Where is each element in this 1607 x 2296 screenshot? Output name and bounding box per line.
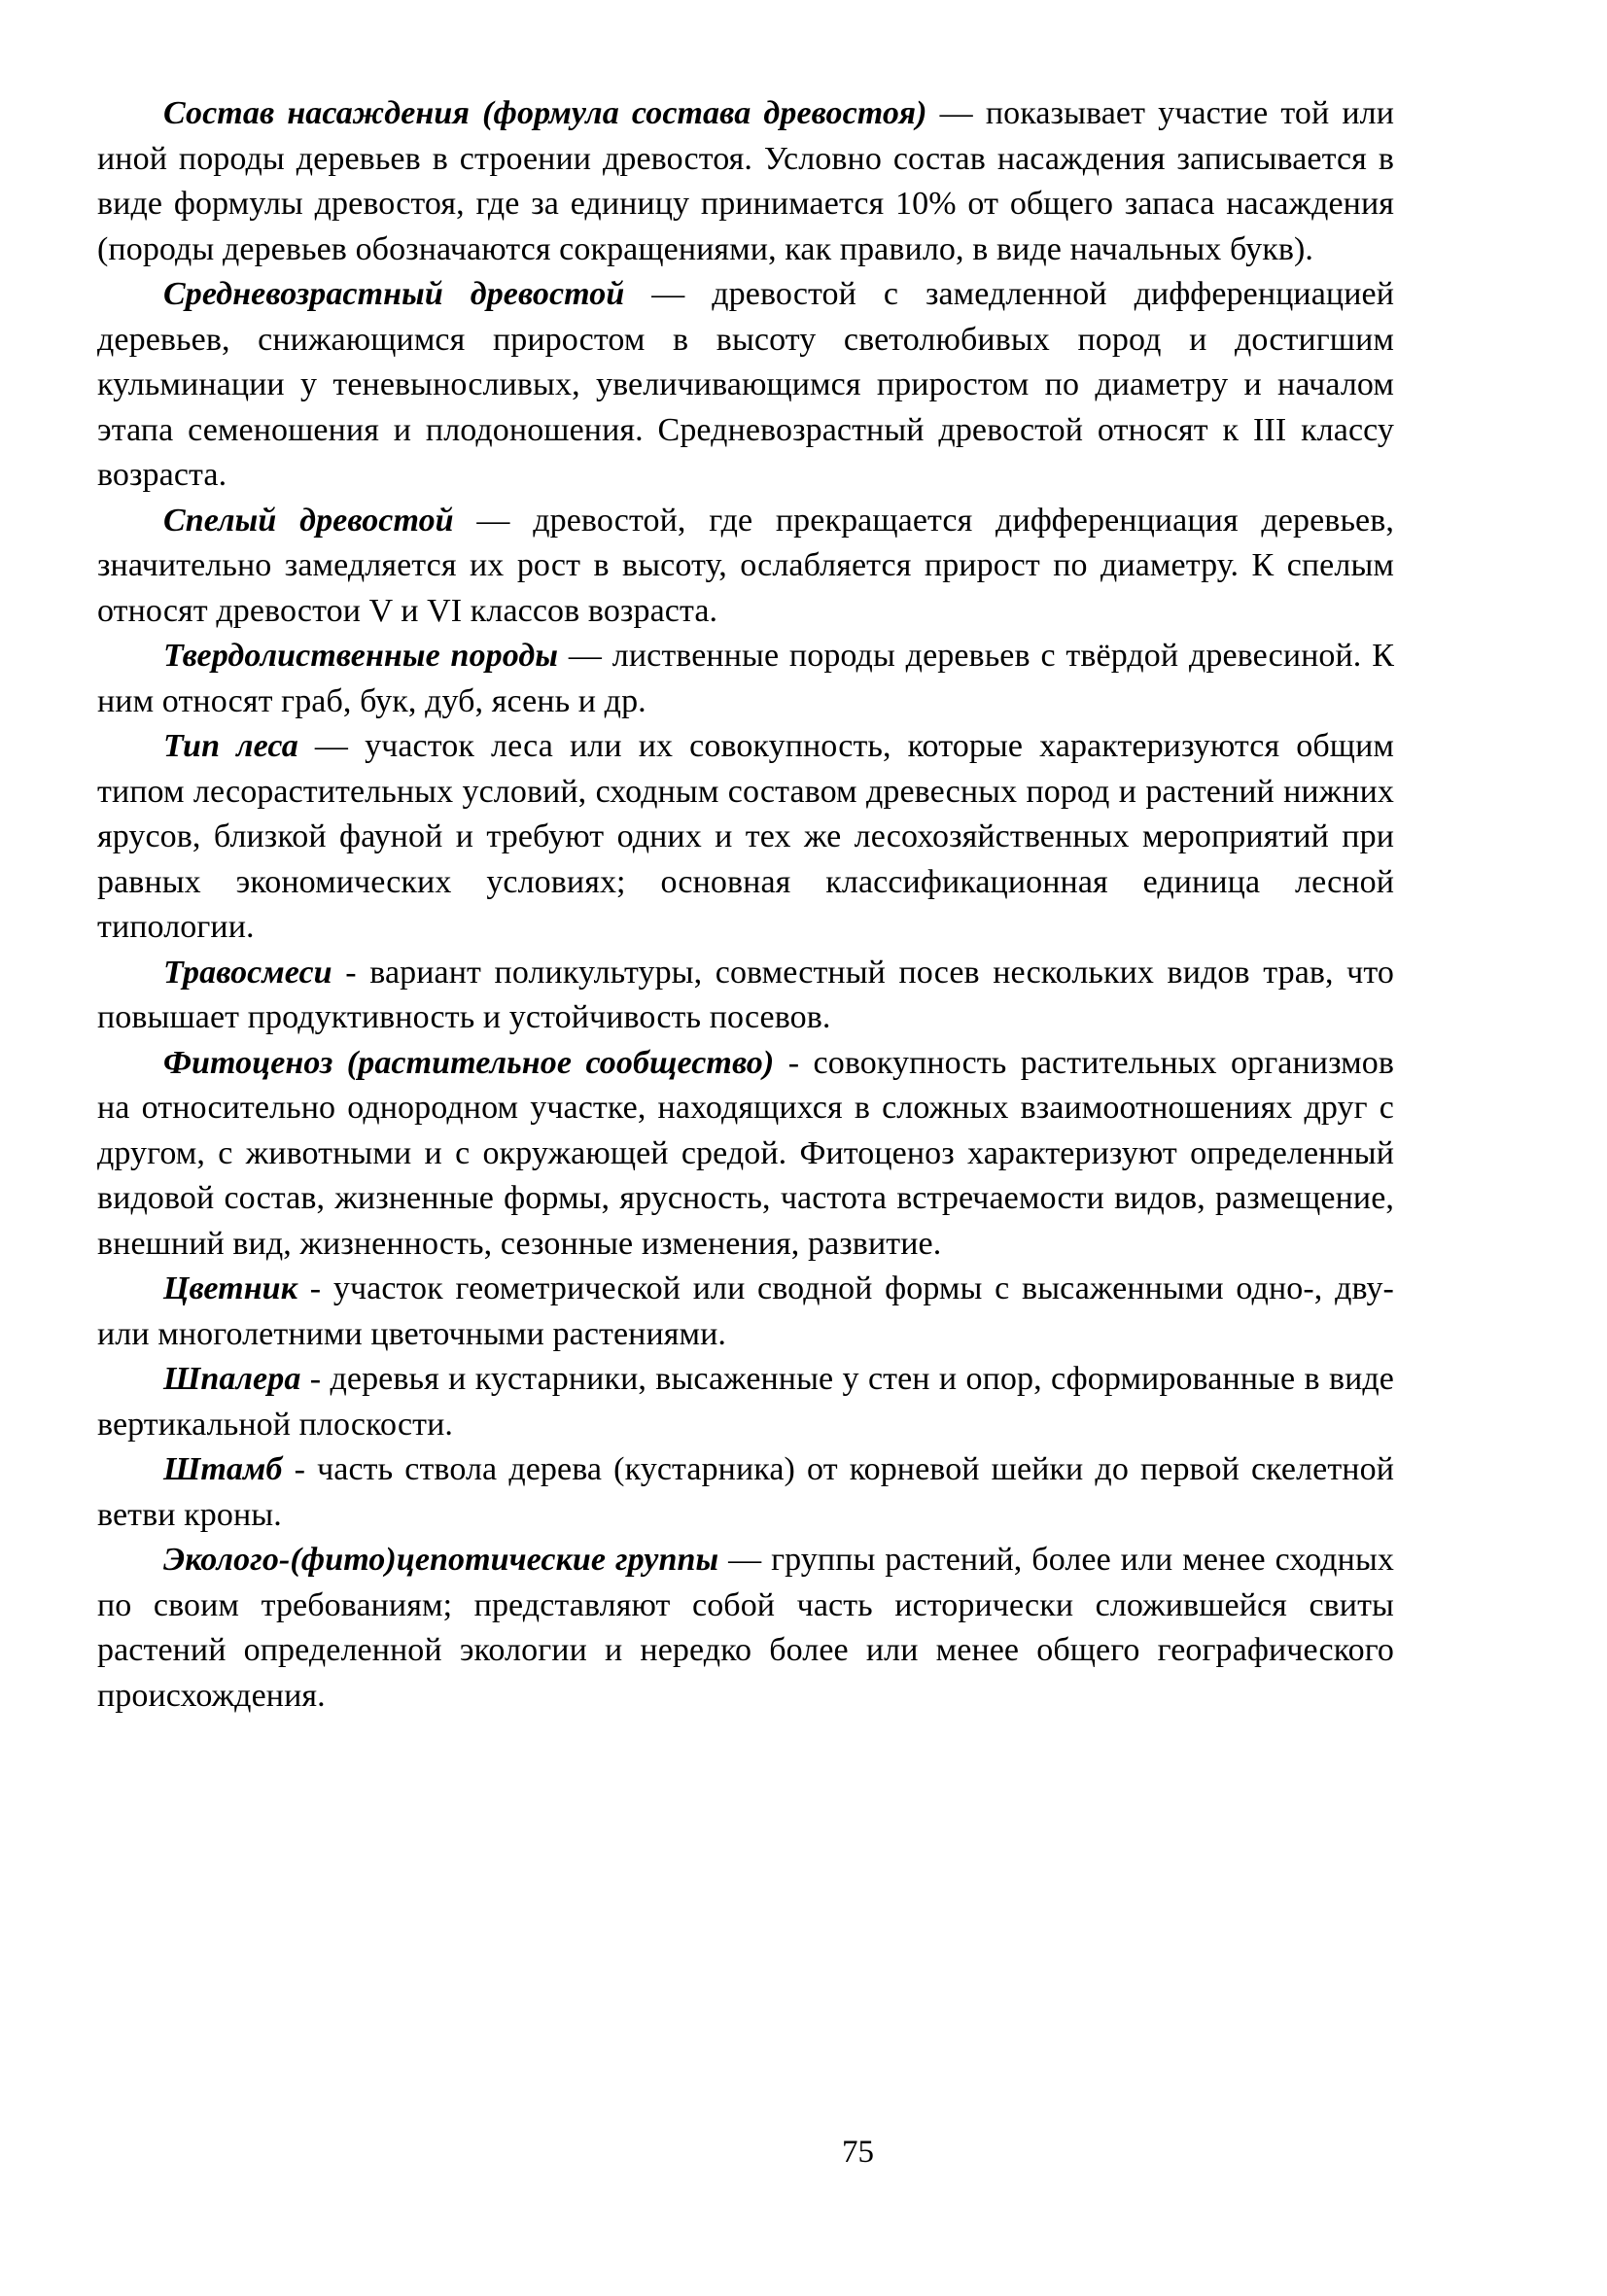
- glossary-term: Эколого-(фито)цепотические группы: [163, 1542, 719, 1578]
- glossary-entry: [97, 724, 1394, 951]
- glossary-definition: - участок геометрической или сводной формы с высаженными одно-, дву- или многолетними цветочными растениями.: [97, 1270, 1394, 1352]
- glossary-definition: — лиственные породы деревьев с твёрдой древесиной. К ним относят граб, бук, дуб, ясень и др.: [97, 638, 1394, 719]
- glossary-definition: — древостой с замедленной дифференциацией деревьев, снижающимся приростом в высоту светолюбивых пород и достигшим кульминации у теневыносливых, увеличивающимся приростом по диаметру и началом этапа семеношения и плодоношения. Средневозрастный древостой относят к III классу возраста.: [97, 276, 1394, 493]
- glossary-definition: - деревья и кустарники, высаженные у стен и опор, сформированные в виде вертикальной плоскости.: [97, 1361, 1394, 1443]
- glossary-definition: — участок леса или их совокупность, которые характеризуются общим типом лесорастительных условий, сходным составом древесных пород и растений нижних ярусов, близкой фауной и требуют одних и тех же лесохозяйственных мероприятий при равных экономических условиях; основная классификационная единица лесной типологии.: [97, 728, 1394, 945]
- glossary-definition: - вариант поликультуры, совместный посев нескольких видов трав, что повышает продуктивность и устойчивость посевов.: [97, 954, 1394, 1035]
- glossary-term: Состав насаждения (формула состава древостоя): [163, 95, 927, 131]
- glossary-term: Шпалера: [163, 1361, 301, 1397]
- glossary-entry: [97, 272, 1394, 499]
- glossary-entry: [97, 1267, 1394, 1357]
- page-number: 75: [842, 2135, 874, 2170]
- glossary-term: Твердолиственные породы: [163, 638, 559, 674]
- glossary-entry: [97, 1357, 1394, 1447]
- glossary-term: Штамб: [163, 1451, 283, 1487]
- glossary-entry: [97, 1041, 1394, 1268]
- glossary-term: Спелый древостой: [163, 502, 454, 539]
- glossary-text: [97, 91, 1394, 1719]
- glossary-entry: [97, 499, 1394, 635]
- glossary-definition: - совокупность растительных организмов на относительно однородном участке, находящихся в сложных взаимоотношениях друг с другом, с животными и с окружающей средой. Фитоценоз характеризуют определенный видовой состав, жизненные формы, ярусность, частота встречаемости видов, размещение, внешний вид, жизненность, сезонные изменения, развитие.: [97, 1044, 1394, 1262]
- glossary-term: Средневозрастный древостой: [163, 276, 625, 312]
- glossary-entry: [97, 634, 1394, 724]
- glossary-term: Фитоценоз (растительное сообщество): [163, 1044, 775, 1081]
- glossary-entry: [97, 91, 1394, 272]
- glossary-term: Травосмеси: [163, 954, 332, 991]
- glossary-entry: [97, 951, 1394, 1041]
- glossary-entry: [97, 1538, 1394, 1719]
- glossary-entry: [97, 1447, 1394, 1538]
- glossary-definition: — древостой, где прекращается дифференциация деревьев, значительно замедляется их рост в высоту, ослабляется прирост по диаметру. К спелым относят древостои V и VI классов возраста.: [97, 502, 1394, 629]
- glossary-term: Тип леса: [163, 728, 298, 764]
- glossary-definition: — группы растений, более или менее сходных по своим требованиям; представляют собой часть исторически сложившейся свиты растений определенной экологии и нередко более или менее общего географического происхождения.: [97, 1542, 1394, 1714]
- glossary-term: Цветник: [163, 1270, 298, 1306]
- glossary-definition: — показывает участие той или иной породы деревьев в строении древостоя. Условно состав насаждения записывается в виде формулы древостоя, где за единицу принимается 10% от общего запаса насаждения (породы деревьев обозначаются сокращениями, как правило, в виде начальных букв).: [97, 95, 1394, 267]
- glossary-definition: - часть ствола дерева (кустарника) от корневой шейки до первой скелетной ветви кроны.: [97, 1451, 1395, 1533]
